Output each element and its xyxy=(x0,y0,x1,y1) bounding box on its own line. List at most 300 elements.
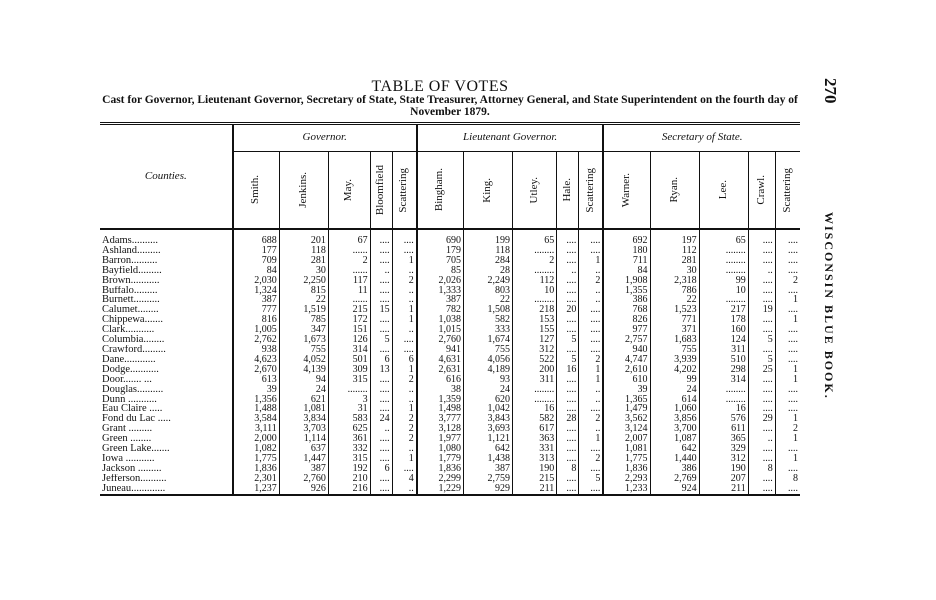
vote-cell: 315 xyxy=(328,454,370,464)
vote-cell: 3,111 xyxy=(233,424,280,434)
vote-cell: 28 xyxy=(557,414,579,424)
page-title: TABLE OF VOTES xyxy=(371,78,509,95)
vote-cell: 331 xyxy=(513,444,557,454)
vote-cell: .... xyxy=(579,325,604,335)
vote-cell: 94 xyxy=(279,375,328,385)
vote-cell: .... xyxy=(775,395,800,405)
vote-cell: 2,769 xyxy=(650,474,699,484)
vote-cell: 709 xyxy=(233,256,280,266)
candidate-name: Scattering xyxy=(583,167,596,213)
vote-cell: 93 xyxy=(463,375,512,385)
table-row xyxy=(100,246,800,256)
county-name: Ashland......... xyxy=(102,245,161,256)
vote-cell: .... xyxy=(748,315,775,325)
county-name: Adams.......... xyxy=(102,235,158,246)
vote-cell: 4,747 xyxy=(603,355,650,365)
vote-cell: 6 xyxy=(392,355,417,365)
vote-cell: 1 xyxy=(392,454,417,464)
vote-cell: 924 xyxy=(650,484,699,495)
vote-cell: 3,777 xyxy=(417,414,464,424)
vote-cell: 155 xyxy=(513,325,557,335)
vote-cell: 1,324 xyxy=(233,286,280,296)
vote-cell: 5 xyxy=(579,474,604,484)
vote-cell: 815 xyxy=(279,286,328,296)
vote-cell: 2 xyxy=(775,424,800,434)
vote-cell: 2,610 xyxy=(603,365,650,375)
vote-cell: 510 xyxy=(699,355,748,365)
vote-cell: .... xyxy=(392,464,417,474)
vote-cell: 179 xyxy=(417,246,464,256)
vote-cell: 2,759 xyxy=(463,474,512,484)
vote-cell: 610 xyxy=(603,375,650,385)
table-row xyxy=(100,444,800,454)
vote-cell: 127 xyxy=(513,335,557,345)
county-name: Bayfield......... xyxy=(102,265,162,276)
vote-cell: .. xyxy=(392,266,417,276)
vote-cell: .... xyxy=(579,444,604,454)
vote-cell: 625 xyxy=(328,424,370,434)
vote-cell: .... xyxy=(775,464,800,474)
vote-cell: .. xyxy=(392,325,417,335)
vote-cell: 4,056 xyxy=(463,355,512,365)
county-name: Dane............ xyxy=(102,354,156,365)
vote-cell: 583 xyxy=(328,414,370,424)
vote-cell: 1,080 xyxy=(417,444,464,454)
vote-cell: 620 xyxy=(463,395,512,405)
vote-cell: 38 xyxy=(417,385,464,395)
vote-cell: 1,508 xyxy=(463,305,512,315)
candidate-name: Bloomfield xyxy=(374,164,387,216)
table-row xyxy=(100,365,800,375)
county-name: Columbia........ xyxy=(102,335,165,345)
county-name: Buffalo......... xyxy=(102,285,158,296)
vote-cell: .. xyxy=(392,395,417,405)
vote-cell: 281 xyxy=(279,256,328,266)
vote-cell: 85 xyxy=(417,266,464,276)
vote-cell: 99 xyxy=(699,276,748,286)
vote-cell: 3,584 xyxy=(233,414,280,424)
vote-cell: 22 xyxy=(279,295,328,305)
vote-cell: 24 xyxy=(650,385,699,395)
vote-cell: 2,631 xyxy=(417,365,464,375)
vote-cell: .... xyxy=(775,345,800,355)
vote-cell: 1,060 xyxy=(650,404,699,414)
vote-cell: 387 xyxy=(233,295,280,305)
county-name: Iowa ........... xyxy=(102,453,155,464)
group-header-lieutenant-governor: Lieutenant Governor. xyxy=(417,124,604,152)
candidate-header xyxy=(328,152,370,230)
vote-cell: 15 xyxy=(370,305,392,315)
vote-cell: .... xyxy=(557,276,579,286)
vote-cell: 65 xyxy=(699,229,748,246)
candidate-name: Bingham. xyxy=(433,168,446,212)
vote-cell: 201 xyxy=(279,229,328,246)
vote-cell: 637 xyxy=(279,444,328,454)
group-header-secretary-of-state: Secretary of State. xyxy=(603,124,800,152)
vote-cell: 151 xyxy=(328,325,370,335)
table-row xyxy=(100,325,800,335)
vote-cell: .... xyxy=(579,229,604,246)
vote-cell: .... xyxy=(748,385,775,395)
vote-cell: .... xyxy=(579,246,604,256)
votes-table xyxy=(100,122,800,496)
vote-cell: .... xyxy=(579,404,604,414)
vote-cell: .... xyxy=(775,335,800,345)
vote-cell: 84 xyxy=(603,266,650,276)
vote-cell: 1,683 xyxy=(650,335,699,345)
vote-cell: .... xyxy=(748,484,775,495)
vote-cell: 1 xyxy=(775,375,800,385)
vote-cell: 3,834 xyxy=(279,414,328,424)
vote-cell: 31 xyxy=(328,404,370,414)
vote-cell: .... xyxy=(370,434,392,444)
vote-cell: 215 xyxy=(328,305,370,315)
vote-cell: 1 xyxy=(775,454,800,464)
vote-cell: 711 xyxy=(603,256,650,266)
candidate-header xyxy=(370,152,392,230)
vote-cell: .... xyxy=(557,454,579,464)
table-row xyxy=(100,355,800,365)
vote-cell: 616 xyxy=(417,375,464,385)
vote-cell: .. xyxy=(579,424,604,434)
vote-cell: 30 xyxy=(650,266,699,276)
group-header-governor: Governor. xyxy=(233,124,417,152)
county-name: Brown........... xyxy=(102,275,160,286)
vote-cell: 387 xyxy=(463,464,512,474)
table-row xyxy=(100,424,800,434)
running-head: WISCONSIN BLUE BOOK. xyxy=(822,212,836,400)
vote-cell: 386 xyxy=(603,295,650,305)
vote-cell: 3,700 xyxy=(650,424,699,434)
vote-cell: 2 xyxy=(392,424,417,434)
vote-cell: 207 xyxy=(699,474,748,484)
vote-cell: .. xyxy=(579,385,604,395)
vote-cell: .... xyxy=(370,385,392,395)
vote-cell: 1,005 xyxy=(233,325,280,335)
vote-cell: 1,775 xyxy=(233,454,280,464)
vote-cell: .... xyxy=(370,246,392,256)
vote-cell: .... xyxy=(557,484,579,495)
vote-cell: 816 xyxy=(233,315,280,325)
vote-cell: 3 xyxy=(328,395,370,405)
vote-cell: 2 xyxy=(775,276,800,286)
vote-cell: 117 xyxy=(328,276,370,286)
candidate-name: Smith. xyxy=(249,175,262,205)
vote-cell: 118 xyxy=(463,246,512,256)
vote-cell: 755 xyxy=(650,345,699,355)
vote-cell: 1,488 xyxy=(233,404,280,414)
vote-cell: 112 xyxy=(650,246,699,256)
vote-cell: ........ xyxy=(513,266,557,276)
vote-cell: .... xyxy=(775,355,800,365)
vote-cell: 160 xyxy=(699,325,748,335)
county-name: Crawford......... xyxy=(102,344,166,355)
vote-cell: 3,693 xyxy=(463,424,512,434)
vote-cell: .... xyxy=(775,385,800,395)
county-name: Eau Claire ..... xyxy=(102,404,163,415)
vote-cell: 1,359 xyxy=(417,395,464,405)
vote-cell: 1,447 xyxy=(279,454,328,464)
vote-cell: .. xyxy=(370,266,392,276)
vote-cell: 582 xyxy=(513,414,557,424)
vote-cell: 10 xyxy=(513,286,557,296)
vote-cell: 771 xyxy=(650,315,699,325)
vote-cell: .... xyxy=(579,464,604,474)
vote-cell: 1,365 xyxy=(603,395,650,405)
vote-cell: 211 xyxy=(699,484,748,495)
table-row xyxy=(100,404,800,414)
vote-cell: 2 xyxy=(392,276,417,286)
vote-cell: 1 xyxy=(392,256,417,266)
vote-cell: 1,775 xyxy=(603,454,650,464)
vote-cell: 4,189 xyxy=(463,365,512,375)
table-row xyxy=(100,256,800,266)
county-name: Jefferson.......... xyxy=(102,473,167,484)
vote-cell: .. xyxy=(748,434,775,444)
vote-cell: 1,355 xyxy=(603,286,650,296)
vote-cell: 126 xyxy=(328,335,370,345)
vote-cell: .... xyxy=(579,345,604,355)
vote-cell: .... xyxy=(748,444,775,454)
vote-cell: .... xyxy=(557,286,579,296)
vote-cell: 2 xyxy=(579,276,604,286)
vote-cell: 1 xyxy=(392,365,417,375)
vote-cell: 755 xyxy=(279,345,328,355)
vote-cell: 365 xyxy=(699,434,748,444)
table-row xyxy=(100,474,800,484)
county-name: Grant ......... xyxy=(102,424,153,435)
vote-cell: .... xyxy=(557,295,579,305)
vote-cell: .... xyxy=(370,454,392,464)
vote-cell: 768 xyxy=(603,305,650,315)
vote-cell: ........ xyxy=(513,295,557,305)
vote-cell: .... xyxy=(748,276,775,286)
vote-cell: 190 xyxy=(513,464,557,474)
vote-cell: 705 xyxy=(417,256,464,266)
vote-cell: .... xyxy=(557,385,579,395)
counties-header: Counties. xyxy=(144,169,187,182)
vote-cell: .... xyxy=(775,305,800,315)
vote-cell: 1 xyxy=(775,365,800,375)
vote-cell: .... xyxy=(370,256,392,266)
vote-cell: 4,202 xyxy=(650,365,699,375)
candidate-name: Hale. xyxy=(560,178,573,202)
vote-cell: .. xyxy=(579,395,604,405)
vote-cell: 1,082 xyxy=(233,444,280,454)
table-row xyxy=(100,229,800,246)
vote-cell: 333 xyxy=(463,325,512,335)
vote-cell: 124 xyxy=(699,335,748,345)
vote-cell: 3,939 xyxy=(650,355,699,365)
vote-cell: 371 xyxy=(650,325,699,335)
vote-cell: 177 xyxy=(233,246,280,256)
vote-cell: .... xyxy=(748,424,775,434)
candidate-name: Utley. xyxy=(527,176,540,204)
vote-cell: .... xyxy=(748,474,775,484)
vote-cell: .. xyxy=(392,484,417,495)
vote-cell: 281 xyxy=(650,256,699,266)
vote-cell: .... xyxy=(557,345,579,355)
vote-cell: ...... xyxy=(328,246,370,256)
vote-cell: 1 xyxy=(579,365,604,375)
vote-cell: .... xyxy=(557,424,579,434)
vote-cell: 2,026 xyxy=(417,276,464,286)
table-row xyxy=(100,385,800,395)
vote-cell: 211 xyxy=(513,484,557,495)
vote-cell: 1,233 xyxy=(603,484,650,495)
vote-cell: .... xyxy=(392,345,417,355)
vote-cell: .... xyxy=(579,484,604,495)
vote-cell: 16 xyxy=(557,365,579,375)
vote-cell: ........ xyxy=(699,295,748,305)
vote-cell: 312 xyxy=(699,454,748,464)
vote-cell: 178 xyxy=(699,315,748,325)
vote-cell: 5 xyxy=(557,335,579,345)
candidate-header xyxy=(279,152,328,230)
vote-cell: 312 xyxy=(513,345,557,355)
vote-cell: .... xyxy=(370,345,392,355)
table-row xyxy=(100,454,800,464)
vote-cell: 67 xyxy=(328,229,370,246)
vote-cell: 929 xyxy=(463,484,512,495)
vote-cell: 3,703 xyxy=(279,424,328,434)
vote-cell: 1,081 xyxy=(603,444,650,454)
vote-cell: .... xyxy=(370,295,392,305)
vote-cell: 311 xyxy=(699,345,748,355)
vote-cell: 192 xyxy=(328,464,370,474)
vote-cell: 690 xyxy=(417,229,464,246)
vote-cell: 11 xyxy=(328,286,370,296)
vote-cell: 4,623 xyxy=(233,355,280,365)
vote-cell: 112 xyxy=(513,276,557,286)
candidate-header xyxy=(513,152,557,230)
vote-cell: .... xyxy=(370,315,392,325)
vote-cell: ........ xyxy=(699,395,748,405)
vote-cell: 30 xyxy=(279,266,328,276)
vote-cell: 1 xyxy=(775,414,800,424)
county-name: Douglas.......... xyxy=(102,384,164,395)
vote-cell: .... xyxy=(557,434,579,444)
vote-cell: 5 xyxy=(557,355,579,365)
candidate-header xyxy=(579,152,604,230)
vote-cell: 2 xyxy=(513,256,557,266)
vote-cell: 20 xyxy=(557,305,579,315)
candidate-header xyxy=(775,152,800,230)
vote-cell: 19 xyxy=(748,305,775,315)
vote-cell: 2 xyxy=(328,256,370,266)
county-name: Clark........... xyxy=(102,325,155,336)
vote-cell: 1,779 xyxy=(417,454,464,464)
candidate-name: Crawl. xyxy=(754,175,767,205)
vote-cell: .. xyxy=(370,424,392,434)
table-row xyxy=(100,434,800,444)
vote-cell: 803 xyxy=(463,286,512,296)
candidate-name: Lee. xyxy=(716,180,729,200)
county-name: Door....... ... xyxy=(102,374,152,385)
page-number: 270 xyxy=(821,78,840,104)
vote-cell: .. xyxy=(392,444,417,454)
candidate-name: Jenkins. xyxy=(296,172,309,208)
candidate-header xyxy=(699,152,748,230)
vote-cell: 314 xyxy=(699,375,748,385)
vote-cell: 941 xyxy=(417,345,464,355)
vote-cell: 200 xyxy=(513,365,557,375)
vote-cell: 180 xyxy=(603,246,650,256)
vote-cell: 3,843 xyxy=(463,414,512,424)
vote-cell: 313 xyxy=(513,454,557,464)
vote-cell: .... xyxy=(392,335,417,345)
vote-cell: 24 xyxy=(463,385,512,395)
vote-cell: .... xyxy=(775,286,800,296)
vote-cell: 1,038 xyxy=(417,315,464,325)
vote-cell: 938 xyxy=(233,345,280,355)
vote-cell: 311 xyxy=(513,375,557,385)
vote-cell: 1,042 xyxy=(463,404,512,414)
vote-cell: 2 xyxy=(392,414,417,424)
vote-cell: 217 xyxy=(699,305,748,315)
vote-cell: 576 xyxy=(699,414,748,424)
vote-cell: 216 xyxy=(328,484,370,495)
candidate-header xyxy=(748,152,775,230)
vote-cell: 24 xyxy=(370,414,392,424)
vote-cell: .. xyxy=(557,266,579,276)
candidate-name: Warner. xyxy=(620,172,632,208)
vote-cell: 1 xyxy=(775,315,800,325)
vote-cell: 363 xyxy=(513,434,557,444)
vote-cell: .... xyxy=(557,256,579,266)
vote-cell: 314 xyxy=(328,345,370,355)
vote-cell: .... xyxy=(579,315,604,325)
vote-cell: 3,562 xyxy=(603,414,650,424)
table-row xyxy=(100,286,800,296)
vote-cell: .... xyxy=(557,474,579,484)
candidate-name: May. xyxy=(342,178,355,202)
vote-cell: 387 xyxy=(417,295,464,305)
vote-cell: 786 xyxy=(650,286,699,296)
table-row xyxy=(100,395,800,405)
vote-cell: .... xyxy=(557,315,579,325)
vote-cell: 1,977 xyxy=(417,434,464,444)
vote-cell: 1,356 xyxy=(233,395,280,405)
vote-cell: 1,519 xyxy=(279,305,328,315)
vote-cell: 24 xyxy=(279,385,328,395)
candidate-name: Scattering xyxy=(780,167,793,213)
candidate-name: Scattering xyxy=(397,167,410,213)
vote-cell: .... xyxy=(748,256,775,266)
county-name: Green ........ xyxy=(102,434,152,445)
table-row xyxy=(100,335,800,345)
vote-cell: 642 xyxy=(463,444,512,454)
vote-cell: 1,674 xyxy=(463,335,512,345)
vote-cell: .... xyxy=(748,404,775,414)
vote-cell: .... xyxy=(775,404,800,414)
vote-cell: 777 xyxy=(233,305,280,315)
vote-cell: 2,762 xyxy=(233,335,280,345)
vote-cell: 522 xyxy=(513,355,557,365)
candidate-header xyxy=(392,152,417,230)
vote-cell: 2,007 xyxy=(603,434,650,444)
county-name: Dodge........... xyxy=(102,364,159,375)
vote-cell: ........ xyxy=(699,256,748,266)
vote-cell: 65 xyxy=(513,229,557,246)
vote-cell: 785 xyxy=(279,315,328,325)
vote-cell: 2,757 xyxy=(603,335,650,345)
vote-cell: 28 xyxy=(463,266,512,276)
vote-cell: .... xyxy=(775,229,800,246)
vote-cell: 614 xyxy=(650,395,699,405)
vote-cell: 1,479 xyxy=(603,404,650,414)
vote-cell: 642 xyxy=(650,444,699,454)
